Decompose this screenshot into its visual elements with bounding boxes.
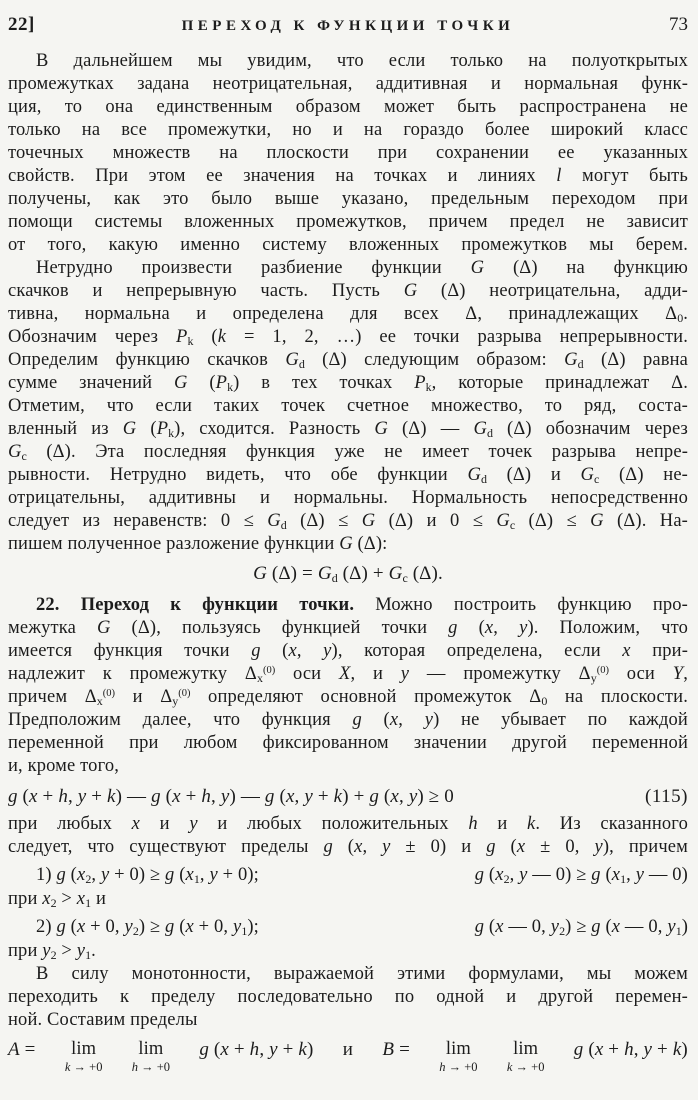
text-line: В дальнейшем мы увидим, что если только на полуоткрытых — [36, 51, 688, 71]
text-line: Нетрудно произвести разбиение функции G (Δ) на функцию — [36, 258, 688, 278]
lim-word: lim — [71, 1039, 97, 1059]
text-line: от того, какую именно систему вложенных промежутков мы берем. — [8, 235, 688, 255]
text-line: В силу монотонности, выражаемой этими формулами, мы можем — [36, 964, 688, 984]
text-line: имеется функция точки g (x, y), которая определена, если x при- — [8, 641, 688, 661]
limit-operator — [132, 1038, 170, 1074]
lim-word: lim — [445, 1039, 471, 1059]
text-run: Можно построить функцию про- — [354, 595, 688, 615]
text-line: следует из неравенств: $0 \le G_d$ (Δ) ≤ G (Δ) и $0 \le G_c$ (Δ) ≤ G (Δ). На- — [8, 511, 688, 532]
limit-b-expression: g (x + h, y + k) — [573, 1039, 688, 1060]
paragraph-monotonicity — [8, 963, 688, 1032]
text-line: переходить к пределу последовательно по одной и другой перемен- — [8, 987, 688, 1007]
inequality-2-left: 2) g (x + 0, $y_2) \ge g$ (x + 0, $y_1$); — [36, 917, 259, 938]
lim-word: lim — [513, 1039, 539, 1059]
condition-line: при $x_2 > x_1$ и — [8, 889, 106, 910]
text-line: $G_c$ (Δ). Эта последняя функция уже не имеет точек разрыва непре- — [8, 442, 688, 463]
text-line: рывности. Нетрудно видеть, что обе функции $G_d$ (Δ) и $G_c$ (Δ) не- — [8, 465, 688, 486]
text-line: надлежит к промежутку $\Delta_x^{(0)}$ оси X, и y — промежутку $\Delta_y^{(0)}$ оси Y, — [8, 664, 688, 685]
limit-operator — [439, 1038, 477, 1074]
paragraph-2 — [8, 257, 688, 556]
text-line: сумме значений G $(P_k)$ в тех точках $P_k$, которые принадлежат Δ. — [8, 373, 688, 394]
lim-subscript: h → +0 — [439, 1060, 478, 1074]
lim-word: lim — [138, 1039, 164, 1059]
paragraph-1 — [8, 50, 688, 257]
text-line: Определим функцию скачков $G_d$ (Δ) следующим образом: $G_d$ (Δ) равна — [8, 350, 689, 371]
page-number: 73 — [669, 14, 688, 35]
inequality-1-right: g ($x_2$, y — 0) ≥ g ($x_1$, y — 0) — [474, 865, 688, 886]
inequality-1-left: 1) g ($x_2$, y + 0) ≥ g ($x_1$, y + 0); — [36, 865, 259, 886]
text-line: причем $\Delta_x^{(0)}$ и $\Delta_y^{(0)}$ определяют основной промежуток $\Delta_0$ на плоскости. — [8, 687, 688, 708]
text-line: при любых x и y и любых положительных h и k. Из сказанного — [8, 814, 688, 834]
limit-a-lhs: A = — [8, 1039, 36, 1060]
limit-operator — [507, 1038, 545, 1074]
text-line: вленный из G $(P_k)$, сходится. Разность G (Δ) — $G_d$ (Δ) обозначим через — [8, 419, 688, 440]
text-line: переменной при любом фиксированном значении другой переменной — [8, 733, 688, 753]
text-line: точечных множеств на плоскости при сохранении ее указанных — [8, 143, 688, 163]
text-line: промежутках задана неотрицательная, аддитивная и нормальная функ- — [8, 74, 688, 94]
inequality-item-2 — [8, 911, 688, 940]
conjunction: и — [342, 1039, 354, 1060]
text-line: свойств. При этом ее значения на точках и линиях l могут быть — [8, 166, 688, 186]
inequality-list — [8, 859, 688, 963]
formula-limits — [8, 1038, 688, 1074]
inequality-item-1 — [8, 859, 688, 888]
condition-line: при $y_2 > y_1$. — [8, 941, 96, 962]
section-22 — [8, 594, 688, 778]
inequality-2-right: g (x — 0, $y_2) \ge g$ (x — 0, $y_1$) — [474, 917, 688, 938]
page-body — [8, 50, 688, 1074]
text-line: следует, что существуют пределы g (x, y ± 0) и g (x ± 0, y), причем — [8, 837, 688, 857]
limit-b-lhs: B = — [382, 1039, 410, 1060]
lim-subscript: k → +0 — [64, 1060, 103, 1074]
section-title: 22. Переход к функции точки. — [36, 595, 355, 615]
text-line: Отметим, что если таких точек счетное множество, то ряд, соста- — [8, 396, 688, 416]
limit-a-expression: g (x + h, y + k) — [199, 1039, 314, 1060]
text-line: ция, то она единственным образом может быть распространена не — [8, 97, 688, 117]
equation-115: g (x + h, y + k) — g (x + h, y) — g (x, y + k) + g (x, y) ≥ 0 — [8, 786, 454, 807]
limit-operator — [65, 1038, 103, 1074]
text-line: только на все промежутки, но и на гораздо более широкий класс — [8, 120, 688, 140]
text-line: получены, как это было выше указано, предельным переходом при — [8, 189, 688, 209]
section-marker: 22] — [8, 14, 35, 35]
paragraph-after-115 — [8, 813, 688, 859]
text-line: пишем полученное разложение функции G (Δ): — [8, 534, 388, 554]
text-line: помощи системы вложенных промежутков, причем предел не зависит — [8, 212, 688, 232]
text-line: отрицательны, аддитивны и нормальны. Нормальность непосредственно — [8, 488, 688, 508]
text-line: тивна, нормальна и определена для всех Δ, принадлежащих $\Delta_0$. — [8, 304, 688, 325]
lim-subscript: h → +0 — [131, 1060, 171, 1074]
text-line: Предположим далее, что функция g (x, y) не убывает по каждой — [8, 710, 688, 730]
text-line: межутка G (Δ), пользуясь функцией точки g (x, y). Положим, что — [8, 618, 688, 638]
formula-decomposition: G $(\Delta) = G_d$ $(\Delta) + G_c$ (Δ). — [253, 563, 443, 585]
section-heading-line — [8, 594, 688, 617]
text-line: скачков и непрерывную часть. Пусть G (Δ) неотрицательна, адди- — [8, 281, 688, 301]
running-header — [8, 14, 688, 36]
equation-number: (115) — [645, 786, 688, 807]
equation-115-row — [8, 784, 688, 810]
lim-subscript: k → +0 — [506, 1060, 545, 1074]
text-line: и, кроме того, — [8, 756, 120, 776]
text-line: ной. Составим пределы — [8, 1010, 198, 1030]
text-line: Обозначим через $P_k$ (k = 1, 2, …) ее точки разрыва непрерывности. — [8, 327, 688, 348]
running-title: ПЕРЕХОД К ФУНКЦИИ ТОЧКИ — [181, 18, 515, 34]
